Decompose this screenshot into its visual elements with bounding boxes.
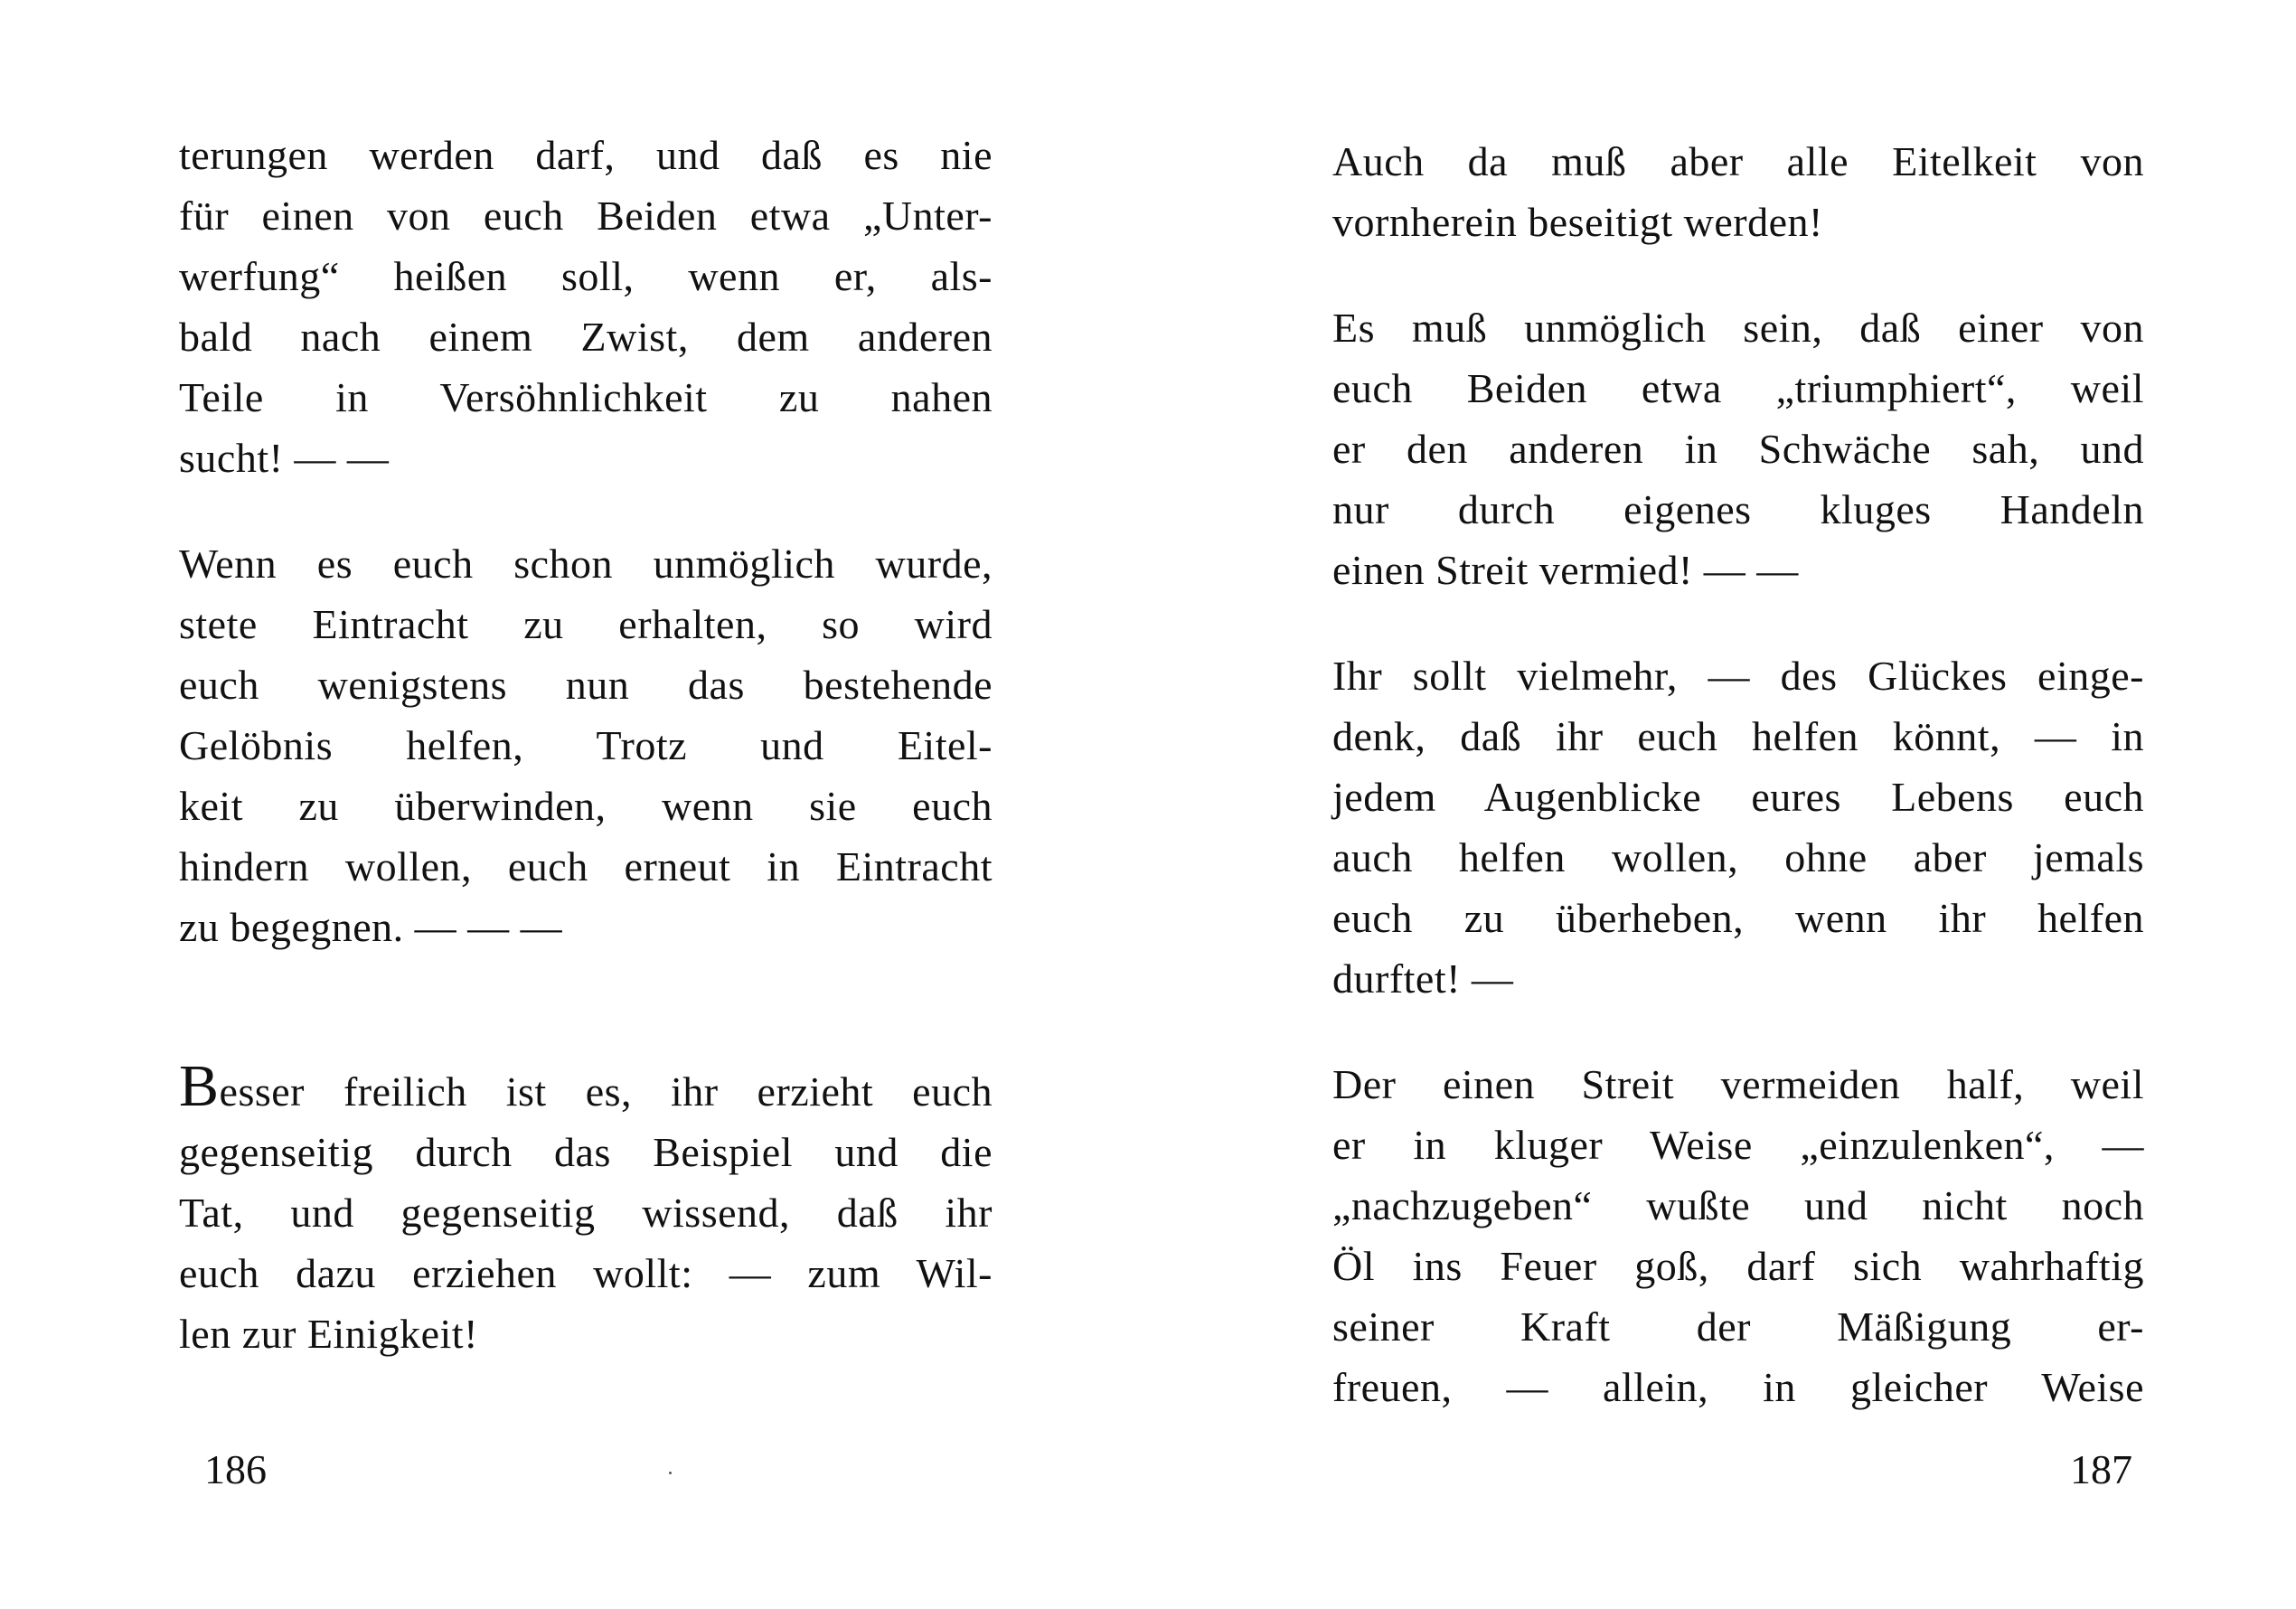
text-line: Öl ins Feuer goß, darf sich wahrhaftig xyxy=(1332,1243,2144,1289)
text-line: für einen von euch Beiden etwa „Unter- xyxy=(179,193,993,239)
text-line: Wenn es euch schon unmöglich wurde, xyxy=(179,541,993,587)
first-line-text: esser freilich ist es, ihr erzieht euch xyxy=(219,1068,993,1115)
print-speck xyxy=(669,1472,672,1474)
page-number: 186 xyxy=(204,1446,267,1492)
text-line: Es muß unmöglich sein, daß einer von xyxy=(1332,305,2144,351)
text-line: hindern wollen, euch erneut in Eintracht xyxy=(179,843,993,889)
right-page xyxy=(1148,0,2296,1609)
text-line: euch zu überheben, wenn ihr helfen xyxy=(1332,895,2144,941)
paragraph xyxy=(1332,645,2144,1009)
text-line: Tat, und gegenseitig wissend, daß ihr xyxy=(179,1190,993,1236)
text-line: euch dazu erziehen wollt: — zum Wil- xyxy=(179,1250,993,1296)
text-line xyxy=(179,1053,993,1122)
text-line: zu begegnen. — — — xyxy=(179,904,563,950)
text-line: „nachzugeben“ wußte und nicht noch xyxy=(1332,1182,2144,1228)
text-line: durftet! — xyxy=(1332,955,1514,1002)
paragraph xyxy=(1332,1054,2144,1417)
text-line: len zur Einigkeit! xyxy=(179,1311,478,1357)
text-line: Teile in Versöhnlichkeit zu nahen xyxy=(179,374,993,420)
text-line: Gelöbnis helfen, Trotz und Eitel- xyxy=(179,722,993,768)
text-line: keit zu überwinden, wenn sie euch xyxy=(179,783,993,829)
text-line: terungen werden darf, und daß es nie xyxy=(179,132,993,178)
paragraph xyxy=(1332,297,2144,600)
text-line: euch wenigstens nun das bestehende xyxy=(179,662,993,708)
text-line: gegenseitig durch das Beispiel und die xyxy=(179,1129,993,1175)
text-line: nur durch eigenes kluges Handeln xyxy=(1332,486,2144,532)
paragraph xyxy=(179,1053,993,1364)
paragraph xyxy=(1332,131,2144,252)
left-page-text xyxy=(179,125,993,1364)
page-number: 187 xyxy=(2070,1446,2132,1492)
text-line: vornherein beseitigt werden! xyxy=(1332,199,1823,245)
text-line: freuen, — allein, in gleicher Weise xyxy=(1332,1364,2144,1410)
text-line: stete Eintracht zu erhalten, so wird xyxy=(179,601,993,647)
text-line: einen Streit vermied! — — xyxy=(1332,547,1799,593)
text-line: Der einen Streit vermeiden half, weil xyxy=(1332,1061,2144,1107)
text-line: euch Beiden etwa „triumphiert“, weil xyxy=(1332,365,2144,411)
text-line: Auch da muß aber alle Eitelkeit von xyxy=(1332,138,2144,184)
text-line: sucht! — — xyxy=(179,435,390,481)
text-line: seiner Kraft der Mäßigung er- xyxy=(1332,1303,2144,1350)
text-line: Ihr sollt vielmehr, — des Glückes einge- xyxy=(1332,653,2144,699)
text-line: denk, daß ihr euch helfen könnt, — in xyxy=(1332,713,2144,759)
text-line: er in kluger Weise „einzulenken“, — xyxy=(1332,1122,2144,1168)
drop-cap: B xyxy=(179,1053,220,1119)
right-page-text xyxy=(1332,131,2144,1417)
paragraph xyxy=(179,125,993,488)
paragraph xyxy=(179,533,993,957)
text-line: jedem Augenblicke eures Lebens euch xyxy=(1332,774,2144,820)
text-line: auch helfen wollen, ohne aber jemals xyxy=(1332,834,2144,880)
text-line: er den anderen in Schwäche sah, und xyxy=(1332,426,2144,472)
text-line: bald nach einem Zwist, dem anderen xyxy=(179,314,993,360)
text-line: werfung“ heißen soll, wenn er, als- xyxy=(179,253,993,299)
